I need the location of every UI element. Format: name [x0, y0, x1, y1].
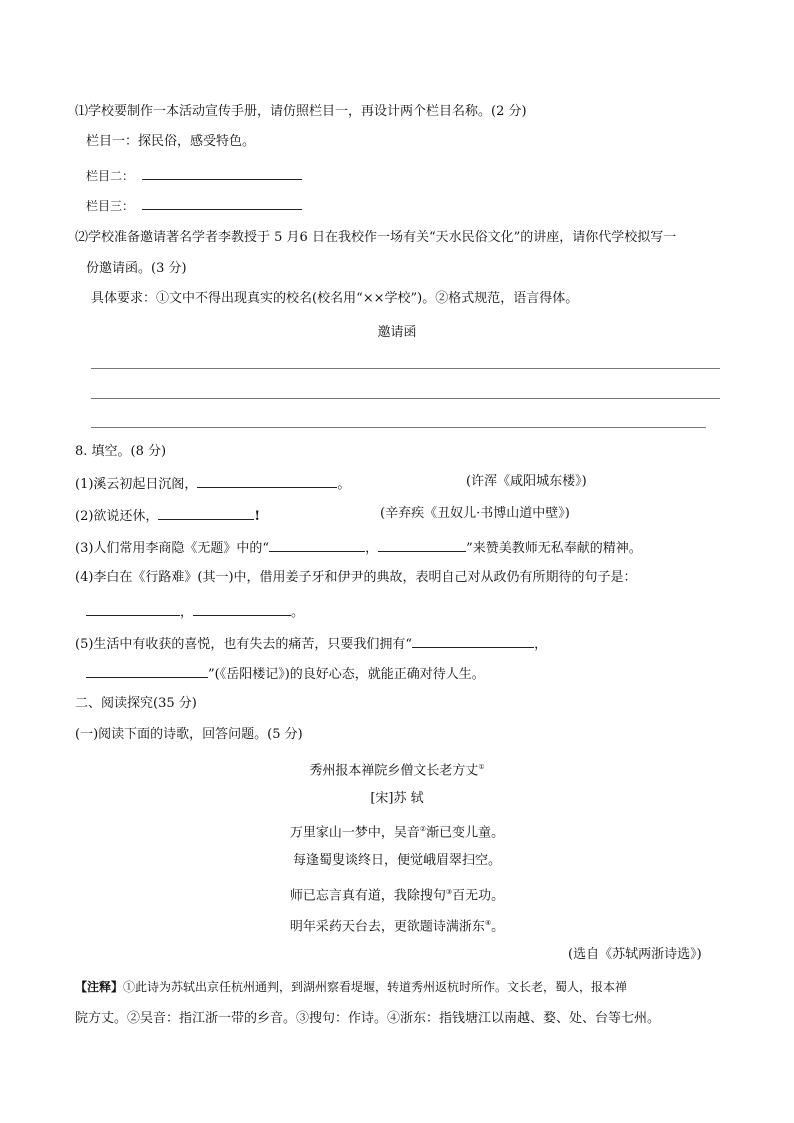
poem-title-note: ① — [478, 763, 485, 771]
poem-line-1-note: ② — [419, 825, 427, 833]
lanmu-three-blank[interactable] — [142, 195, 302, 210]
q8-item5-blank2[interactable] — [86, 663, 208, 678]
invitation-title: 邀请函 — [377, 325, 417, 340]
q8-item5-text: (5)生活中有收获的喜悦，也有失去的痛苦，只要我们拥有“ — [75, 637, 413, 652]
poem-line-1b: 渐已变儿童。 — [426, 825, 505, 841]
q8-item1-text: (1)溪云初起日沉阁， — [75, 477, 198, 492]
poem-title-text: 秀州报本禅院乡僧文长老方丈 — [309, 763, 479, 779]
q8-item2-source: (辛弃疾《丑奴儿·书博山道中壁》) — [380, 506, 570, 521]
q8-item3-text: (3)人们常用李商隐《无题》中的“ — [75, 541, 270, 556]
poem-line-1a: 万里家山一梦中，吴音 — [289, 825, 420, 841]
answer-line-2[interactable] — [91, 398, 720, 399]
lanmu-one: 栏目一：探民俗，感受特色。 — [86, 134, 256, 149]
q8-title: 8. 填空。(8 分) — [75, 444, 167, 459]
q8-item3-blank1[interactable] — [269, 537, 365, 552]
q8-item4-answer — [86, 601, 304, 622]
poem-title — [0, 758, 794, 780]
lanmu-three — [86, 195, 302, 215]
q7-part2-line2: 份邀请函。(3 分) — [86, 261, 187, 276]
answer-line-1[interactable] — [91, 368, 720, 369]
poem-line-3b: 百无功。 — [452, 888, 505, 904]
lanmu-two-blank[interactable] — [142, 165, 302, 180]
q8-item2-text: (2)欲说还休， — [75, 509, 159, 524]
q8-item1 — [75, 473, 350, 494]
q8-item5-cont — [86, 663, 485, 684]
q8-item2-blank[interactable] — [158, 505, 254, 520]
poem-line-2: 每逢蜀叟谈终日，便觉峨眉翠扫空。 — [292, 853, 501, 868]
q8-item5-end: ”(《岳阳楼记》)的良好心态，就能正确对待人生。 — [208, 667, 485, 682]
q7-part1: ⑴学校要制作一本活动宣传手册，请仿照栏目一，再设计两个栏目名称。(2 分) — [75, 104, 527, 119]
poem-line-4a: 明年采药天台去，更欲题诗满浙东 — [289, 919, 485, 935]
q8-item4-end: 。 — [291, 605, 305, 620]
lanmu-two-label: 栏目二： — [86, 169, 135, 183]
notes-line-1-text: ①此诗为苏轼出京任杭州通判，到湖州察看堤堰，转道秀州返杭时所作。文长老，蜀人，报本禅 — [123, 980, 628, 994]
q8-item2-end: ! — [254, 509, 261, 524]
q8-item2 — [75, 505, 260, 526]
lanmu-two — [86, 165, 302, 185]
q8-item4-blank2[interactable] — [193, 601, 291, 616]
notes-line-2: 院方丈。②吴音：指江浙一带的乡音。③搜句：作诗。④浙东：指钱塘江以南越、婺、处、台等七州。 — [75, 1011, 661, 1026]
poem-line-1 — [0, 820, 794, 842]
lanmu-three-label: 栏目三： — [86, 199, 135, 213]
poem-line-4 — [0, 914, 794, 936]
q8-item3-blank2[interactable] — [378, 537, 466, 552]
section2-sub1: (一)阅读下面的诗歌，回答问题。(5 分) — [75, 727, 303, 742]
notes-line-1 — [75, 978, 627, 996]
q8-item1-blank[interactable] — [197, 473, 337, 488]
q7-part2-line1: ⑵学校准备邀请著名学者李教授于 5 月6 日在我校作一场有关“天水民俗文化”的讲座，请你代学校拟写一 — [75, 230, 677, 245]
poem-line-3 — [0, 883, 794, 905]
q8-item5-blank1[interactable] — [412, 633, 534, 648]
poem-line-4-note: ④ — [484, 919, 492, 927]
section2-title: 二、阅读探究(35 分) — [75, 696, 197, 711]
poem-line-3a: 师已忘言真有道，我除搜句 — [289, 888, 446, 904]
q8-item4: (4)李白在《行路难》(其一)中，借用姜子牙和伊尹的典故，表明自己对从政仍有所期待的句子是： — [75, 570, 637, 585]
poem-source: (选自《苏轼两浙诗选》) — [568, 947, 702, 962]
q8-item5-comma: ， — [534, 637, 548, 652]
q8-item3 — [75, 537, 642, 558]
q8-item1-end: 。 — [337, 477, 351, 492]
poem-line-3-note: ③ — [445, 888, 453, 896]
q8-item3-comma: ， — [365, 541, 379, 556]
q8-item4-comma: ， — [180, 605, 194, 620]
q8-item5 — [75, 633, 547, 654]
q8-item1-source: (许浑《咸阳城东楼》) — [466, 474, 587, 489]
q7-requirements: 具体要求：①文中不得出现真实的校名(校名用“××学校”)。②格式规范，语言得体。 — [91, 291, 579, 306]
notes-label: 【注释】 — [75, 980, 124, 994]
poem-line-4b: 。 — [491, 919, 505, 935]
poem-author: [宋]苏 轼 — [370, 791, 424, 806]
answer-line-3[interactable] — [91, 427, 706, 428]
q8-item3-end: ”来赞美教师无私奉献的精神。 — [466, 541, 642, 556]
q8-item4-blank1[interactable] — [86, 601, 180, 616]
